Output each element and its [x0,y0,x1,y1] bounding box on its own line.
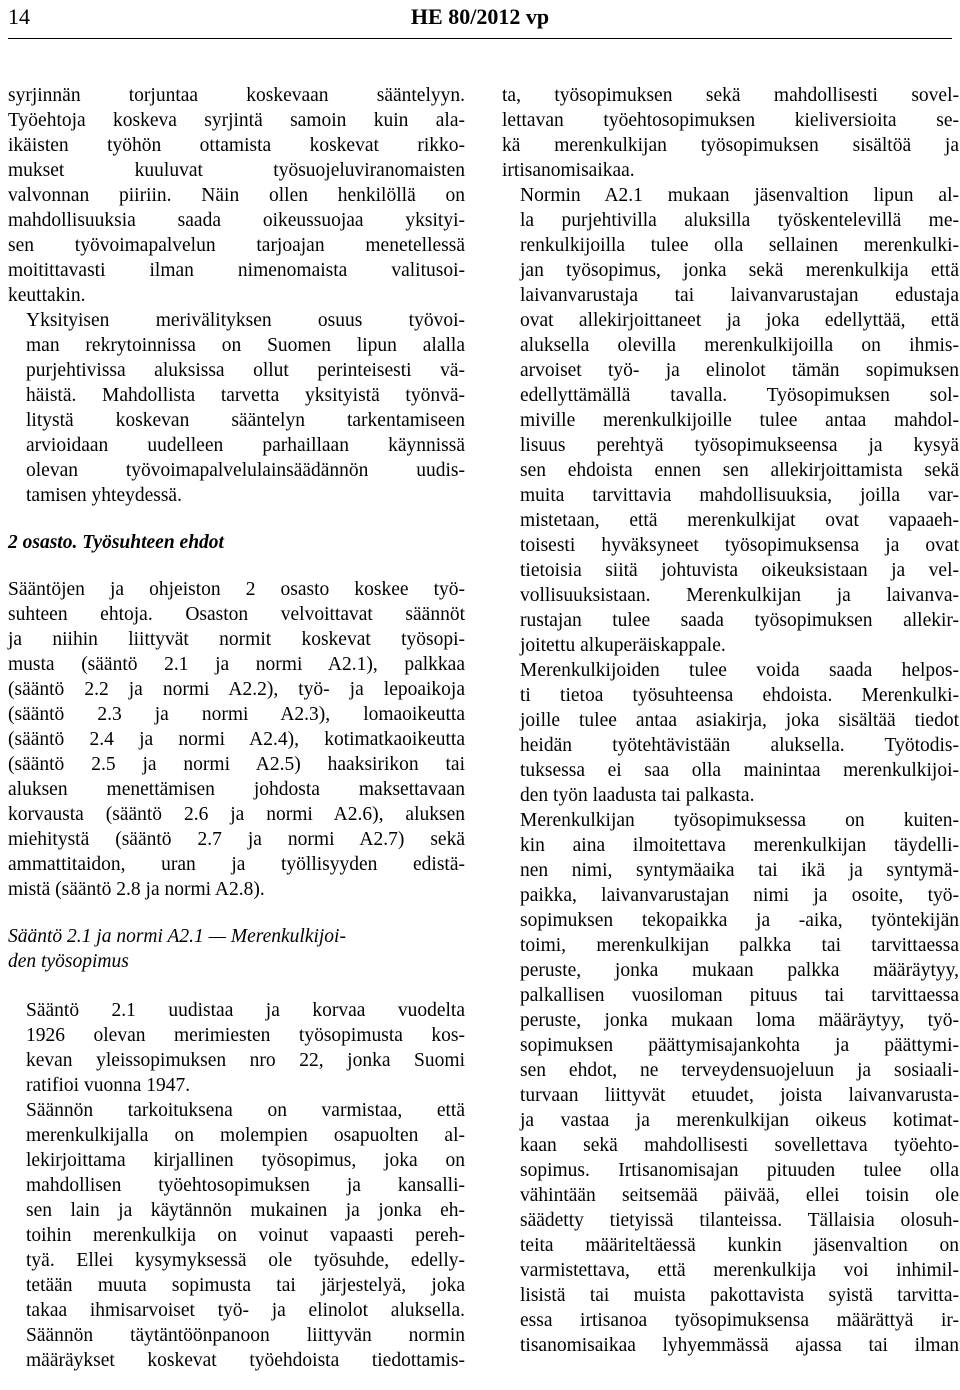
text-line: ikäisten työhön ottamista koskevat rikko- [8,135,465,156]
section-heading [8,530,465,555]
text-line: arvioidaan uudelleen parhaillaan käynnissä [26,435,465,456]
text-line: tuksessa ei saa olla mainintaa merenkulkijoi- [520,760,959,781]
text-line: aluksella olevilla merenkulkijoilla on ihmis- [520,335,959,356]
rule-heading-line: Sääntö 2.1 ja normi A2.1 — Merenkulkijoi- [8,926,346,947]
text-line: litystä koskevan sääntelyn tarkentamiseen [26,410,465,431]
text-line: sen ehdot, ne terveydensuojeluun ja sosiaali- [520,1060,959,1081]
text-line: mistetaan, että merenkulkijat ovat vapaaeh- [520,510,959,531]
text-line: takaa ihmisarvoiset työ- ja elinolot aluksella. [26,1300,465,1321]
text-line: ta, työsopimuksen sekä mahdollisesti sovel- [502,85,959,106]
text-line: kä merenkulkijan työsopimuksen sisältöä ja [502,135,959,156]
text-line: säädetty tietyissä tilanteissa. Tällaisia olosuh- [520,1210,959,1231]
text-line: ovat allekirjoittaneet ja joka edellyttää, että [520,310,959,331]
text-line: joitettu alkuperäiskappale. [520,635,726,656]
text-line: mahdollisen työehtosopimuksen ja kansalli- [26,1175,465,1196]
right-column [502,83,959,1358]
text-line: irtisanomisaikaa. [502,160,635,181]
paragraph [502,83,959,183]
text-line: ja vastaa ja merenkulkijan oikeus kotimat- [520,1110,959,1131]
text-line: palkallisen vuosiloman pituus tai tarvittaessa [520,985,959,1006]
text-line: turvaan liittyvät etuudet, joista laivanvarusta- [520,1085,959,1106]
text-line: Säännön täytäntöönpanoon liittyvän normin [26,1325,465,1346]
text-line: kin aina ilmoitettava merenkulkijan täydelli- [520,835,959,856]
text-line: musta (sääntö 2.1 ja normi A2.1), palkkaa [8,654,465,675]
text-line: (sääntö 2.2 ja normi A2.2), työ- ja lepoaikoja [8,679,465,700]
header-rule [8,38,952,39]
paragraph [8,577,465,902]
page-header [0,0,960,42]
text-line: teita määriteltäessä kunkin jäsenvaltion on [520,1235,959,1256]
text-line: purjehtivissa aluksissa ollut perinteisesti vä- [26,360,465,381]
text-line: ammattitaidon, uran ja työllisyyden edistä- [8,854,465,875]
section-heading-text: 2 osasto. Työsuhteen ehdot [8,532,224,553]
text-line: varmistettava, että merenkulkija voi inhimil- [520,1260,959,1281]
text-line: den työn laadusta tai palkasta. [520,785,755,806]
text-line: valvonnan piiriin. Näin ollen henkilöllä on [8,185,465,206]
left-column [8,83,465,1373]
text-line: Työehtoja koskeva syrjintä samoin kuin ala- [8,110,465,131]
paragraph [8,308,465,508]
rule-heading-line: den työsopimus [8,951,129,972]
rule-heading [8,924,465,974]
text-line: edellyttämällä tavalla. Työsopimuksen sol- [520,385,959,406]
text-line: sopimus. Irtisanomisajan pituuden tulee olla [520,1160,959,1181]
text-line: laivanvarustaja tai laivanvarustajan edustaja [520,285,959,306]
text-line: (sääntö 2.4 ja normi A2.4), kotimatkaoikeutta [8,729,465,750]
text-line: lisistä tai muista pakottavista syistä tarvitta- [520,1285,959,1306]
text-line: tetään muuta sopimusta tai järjestelyä, joka [26,1275,465,1296]
paragraph [502,658,959,808]
text-line: man rekrytoinnissa on Suomen lipun alalla [26,335,465,356]
text-line: miville merenkulkijoille tulee antaa mahdol- [520,410,959,431]
text-line: (sääntö 2.5 ja normi A2.5) haaksirikon tai [8,754,465,775]
text-line: muita tarvittavia mahdollisuuksia, joilla var- [520,485,959,506]
page-number: 14 [8,4,30,29]
text-line: mistä (sääntö 2.8 ja normi A2.8). [8,879,265,900]
text-line: ja niihin liittyvät normit koskevat työsopi- [8,629,465,650]
text-line: sen lain ja käytännön mukainen ja jonka eh- [26,1200,465,1221]
text-line: määräykset koskevat työehdoista tiedottamis- [26,1350,465,1371]
paragraph [502,183,959,658]
text-line: tisanomisaikaa lyhyemmässä ajassa tai ilman [520,1335,959,1356]
text-line: (sääntö 2.3 ja normi A2.3), lomaoikeutta [8,704,465,725]
text-line: sopimuksen päättymisajankohta ja päättymi- [520,1035,959,1056]
text-line: rustajan tulee saada työsopimuksen allekir- [520,610,959,631]
text-line: lisuus perehtyä työsopimukseensa ja kysyä [520,435,959,456]
text-line: lettavan työehtosopimuksen kieliversioita se- [502,110,959,131]
paragraph [8,83,465,308]
text-line: nen nimi, syntymäaika tai ikä ja syntymä- [520,860,959,881]
text-line: lekirjoittama kirjallinen työsopimus, joka on [26,1150,465,1171]
text-line: sen työvoimapalvelun tarjoajan menetellessä [8,235,465,256]
text-line: korvausta (sääntö 2.6 ja normi A2.6), aluksen [8,804,465,825]
text-line: heidän työtehtävistään aluksella. Työtodis- [520,735,959,756]
text-line: ti tietoa työsuhteensa ehdoista. Merenkulki- [520,685,959,706]
text-line: olevan työvoimapalvelulainsäädännön uudis- [26,460,465,481]
text-line: miehitystä (sääntö 2.7 ja normi A2.7) sekä [8,829,465,850]
paragraph [8,1098,465,1373]
text-line: moitittavasti ilman nimenomaista valitusoi- [8,260,465,281]
text-line: aluksen menettämisen johdosta maksettavaan [8,779,465,800]
text-line: 1926 olevan merimiesten työsopimusta kos- [26,1025,465,1046]
text-line: Merenkulkijoiden tulee voida saada helpos- [520,660,959,681]
text-line: la purjehtivilla aluksilla työskentelevillä me- [520,210,959,231]
text-line: tyä. Ellei kysymyksessä ole työsuhde, edelly- [26,1250,465,1271]
text-line: toihin merenkulkija on voinut vapaasti pereh- [26,1225,465,1246]
text-line: Sääntöjen ja ohjeiston 2 osasto koskee työ- [8,579,465,600]
text-line: toisesti hyväksyneet työsopimuksensa ja ovat [520,535,959,556]
text-line: ratifioi vuonna 1947. [26,1075,191,1096]
text-line: arvoiset työ- ja elinolot tämän sopimuksen [520,360,959,381]
text-line: tamisen yhteydessä. [26,485,182,506]
text-line: tietoisia siitä johtuvista oikeuksistaan ja vel- [520,560,959,581]
paragraph [8,998,465,1098]
text-line: mukset kuuluvat työsuojeluviranomaisten [8,160,465,181]
text-line: merenkulkijalla on molempien osapuolten al- [26,1125,465,1146]
text-line: Säännön tarkoituksena on varmistaa, että [26,1100,465,1121]
text-line: mahdollisuuksia saada oikeussuojaa yksityi- [8,210,465,231]
text-line: paikka, laivanvarustajan nimi ja osoite, työ- [520,885,959,906]
text-line: kevan yleissopimuksen nro 22, jonka Suomi [26,1050,465,1071]
text-line: suhteen ehtoja. Osaston velvoittavat säännöt [8,604,465,625]
text-line: keuttakin. [8,285,86,306]
document-id: HE 80/2012 vp [410,4,550,29]
text-line: renkulkijoilla tulee olla sellainen merenkulki- [520,235,959,256]
text-line: Yksityisen merivälityksen osuus työvoi- [26,310,465,331]
text-line: vähintään seitsemää päivää, ellei toisin ole [520,1185,959,1206]
text-line: Normin A2.1 mukaan jäsenvaltion lipun al- [520,185,959,206]
text-line: toimi, merenkulkijan palkka tai tarvittaessa [520,935,959,956]
text-line: Merenkulkijan työsopimuksessa on kuiten- [520,810,959,831]
text-line: peruste, jonka mukaan palkka määräytyy, [520,960,959,981]
text-line: vollisuuksistaan. Merenkulkijan ja laivanva- [520,585,959,606]
text-line: essa irtisanoa työsopimuksensa määrättyä ir- [520,1310,959,1331]
text-line: syrjinnän torjuntaa koskevaan sääntelyyn. [8,85,465,106]
text-line: peruste, jonka mukaan loma määräytyy, työ- [520,1010,959,1031]
text-line: sen ehdoista ennen sen allekirjoittamista sekä [520,460,959,481]
text-line: kaan sekä mahdollisesti sovellettava työehto- [520,1135,959,1156]
text-line: jan työsopimus, jonka sekä merenkulkija että [520,260,959,281]
text-line: häistä. Mahdollista tarvetta yksityistä työnvä- [26,385,465,406]
text-line: sopimuksen tekopaikka ja -aika, työntekijän [520,910,959,931]
text-line: Sääntö 2.1 uudistaa ja korvaa vuodelta [26,1000,465,1021]
text-line: joille tulee antaa asiakirja, joka sisältää tiedot [520,710,959,731]
paragraph [502,808,959,1358]
